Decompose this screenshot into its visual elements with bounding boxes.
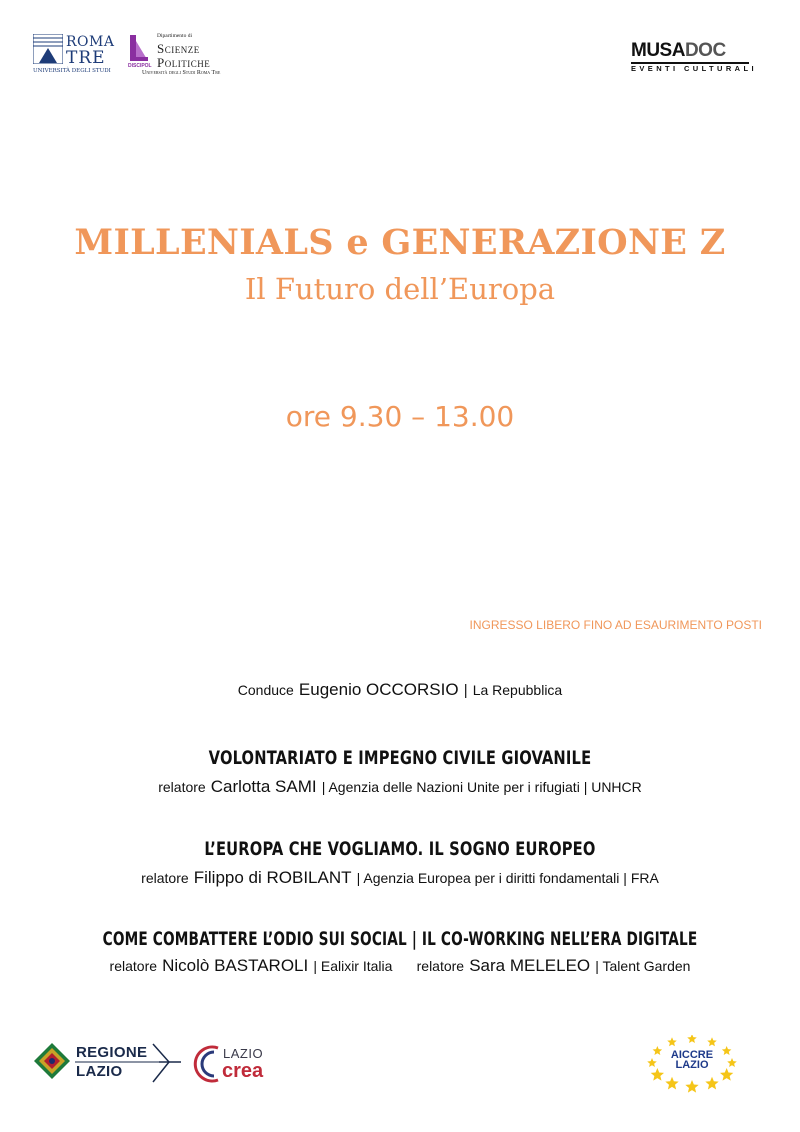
aiccre-text: AICCRE bbox=[670, 1049, 714, 1061]
aiccre-lazio-logo bbox=[646, 1035, 738, 1093]
session-3-speaker-1-affiliation: | Ealixir Italia bbox=[313, 958, 393, 974]
session-3-speaker-2-name: Sara MELELEO bbox=[469, 956, 591, 975]
event-subtitle: Il Futuro dell’Europa bbox=[244, 272, 556, 306]
session-1-speaker-line bbox=[0, 777, 800, 797]
session-1-title-row bbox=[0, 747, 800, 769]
moderator-line bbox=[0, 680, 800, 700]
session-2-speaker-name: Filippo di ROBILANT bbox=[193, 868, 352, 887]
discipol-text: DISCIPOL bbox=[128, 63, 152, 69]
session-3-speaker-2-affiliation: | Talent Garden bbox=[595, 958, 691, 974]
scienze-politiche-logo bbox=[128, 33, 228, 78]
session-1-title: VOLONTARIATO E IMPEGNO CIVILE GIOVANILE bbox=[208, 747, 592, 769]
session-2-title-row bbox=[0, 838, 800, 860]
session-3-title: COME COMBATTERE L’ODIO SUI SOCIAL | IL CO-WORKING NELL’ERA DIGITALE bbox=[102, 928, 698, 950]
lazio-crea-crea-text: crea bbox=[222, 1060, 264, 1082]
aiccre-lazio-text: LAZIO bbox=[675, 1059, 709, 1071]
session-2-title: L’EUROPA CHE VOGLIAMO. IL SOGNO EUROPEO bbox=[204, 838, 596, 860]
event-title: MILLENIALS e GENERAZIONE Z bbox=[74, 222, 726, 263]
aiccre-star bbox=[667, 1037, 677, 1046]
lazio-text: LAZIO bbox=[76, 1063, 123, 1080]
regione-lazio-logo bbox=[33, 1040, 183, 1086]
musadoc-musa-text: MUSA bbox=[631, 40, 685, 61]
session-1-role: relatore bbox=[158, 779, 206, 795]
roma-tre-logo bbox=[33, 34, 113, 76]
lazio-crea-c-icon bbox=[188, 1040, 222, 1088]
musadoc-doc-text: DOC bbox=[684, 40, 726, 61]
moderator-name: Eugenio OCCORSIO bbox=[298, 680, 459, 699]
event-time: ore 9.30 – 13.00 bbox=[285, 400, 515, 433]
session-3-title-row bbox=[0, 928, 800, 950]
regione-text: REGIONE bbox=[76, 1044, 148, 1061]
session-2-role: relatore bbox=[141, 870, 189, 886]
roma-tre-emblem-icon bbox=[33, 34, 63, 64]
roma-tre-university-text: UNIVERSITÀ DEGLI STUDI bbox=[33, 68, 111, 74]
musadoc-logo bbox=[631, 40, 757, 73]
scienze-text: Scienze bbox=[157, 41, 200, 56]
regione-lazio-emblem-icon bbox=[33, 1042, 71, 1080]
aiccre-star bbox=[687, 1035, 697, 1043]
aiccre-star bbox=[707, 1037, 717, 1046]
scipol-university-text: Università degli Studi Roma Tre bbox=[142, 70, 221, 76]
session-3-speaker-1-name: Nicolò BASTAROLI bbox=[162, 956, 309, 975]
aiccre-star bbox=[705, 1077, 718, 1090]
session-3-speaker-line bbox=[0, 956, 800, 976]
moderator-separator: | bbox=[463, 682, 468, 699]
session-1-speaker-name: Carlotta SAMI bbox=[210, 777, 317, 796]
musadoc-tagline: EVENTI CULTURALI bbox=[631, 64, 757, 73]
lazio-crea-lazio-text: LAZIO bbox=[223, 1046, 264, 1061]
session-2-speaker-line bbox=[0, 868, 800, 888]
session-1-affiliation: | Agenzia delle Nazioni Unite per i rifugiati | UNHCR bbox=[321, 779, 642, 795]
aiccre-star bbox=[685, 1080, 698, 1093]
politiche-text: Politiche bbox=[157, 55, 211, 70]
lazio-crea-logo bbox=[188, 1040, 278, 1088]
session-3-speaker-2-role: relatore bbox=[416, 958, 465, 974]
dipartimento-text: Dipartimento di bbox=[157, 33, 192, 39]
moderator-prefix: Conduce bbox=[237, 682, 294, 698]
roma-tre-roma-text: ROMA bbox=[66, 34, 115, 50]
discipol-emblem-icon bbox=[128, 33, 150, 65]
moderator-org: La Repubblica bbox=[472, 682, 563, 698]
session-2-affiliation: | Agenzia Europea per i diritti fondamentali | FRA bbox=[356, 870, 659, 886]
session-3-speaker-1-role: relatore bbox=[109, 958, 158, 974]
aiccre-star bbox=[665, 1077, 678, 1090]
admission-note: INGRESSO LIBERO FINO AD ESAURIMENTO POSTI bbox=[469, 618, 762, 632]
roma-tre-tre-text: TRE bbox=[66, 48, 106, 68]
